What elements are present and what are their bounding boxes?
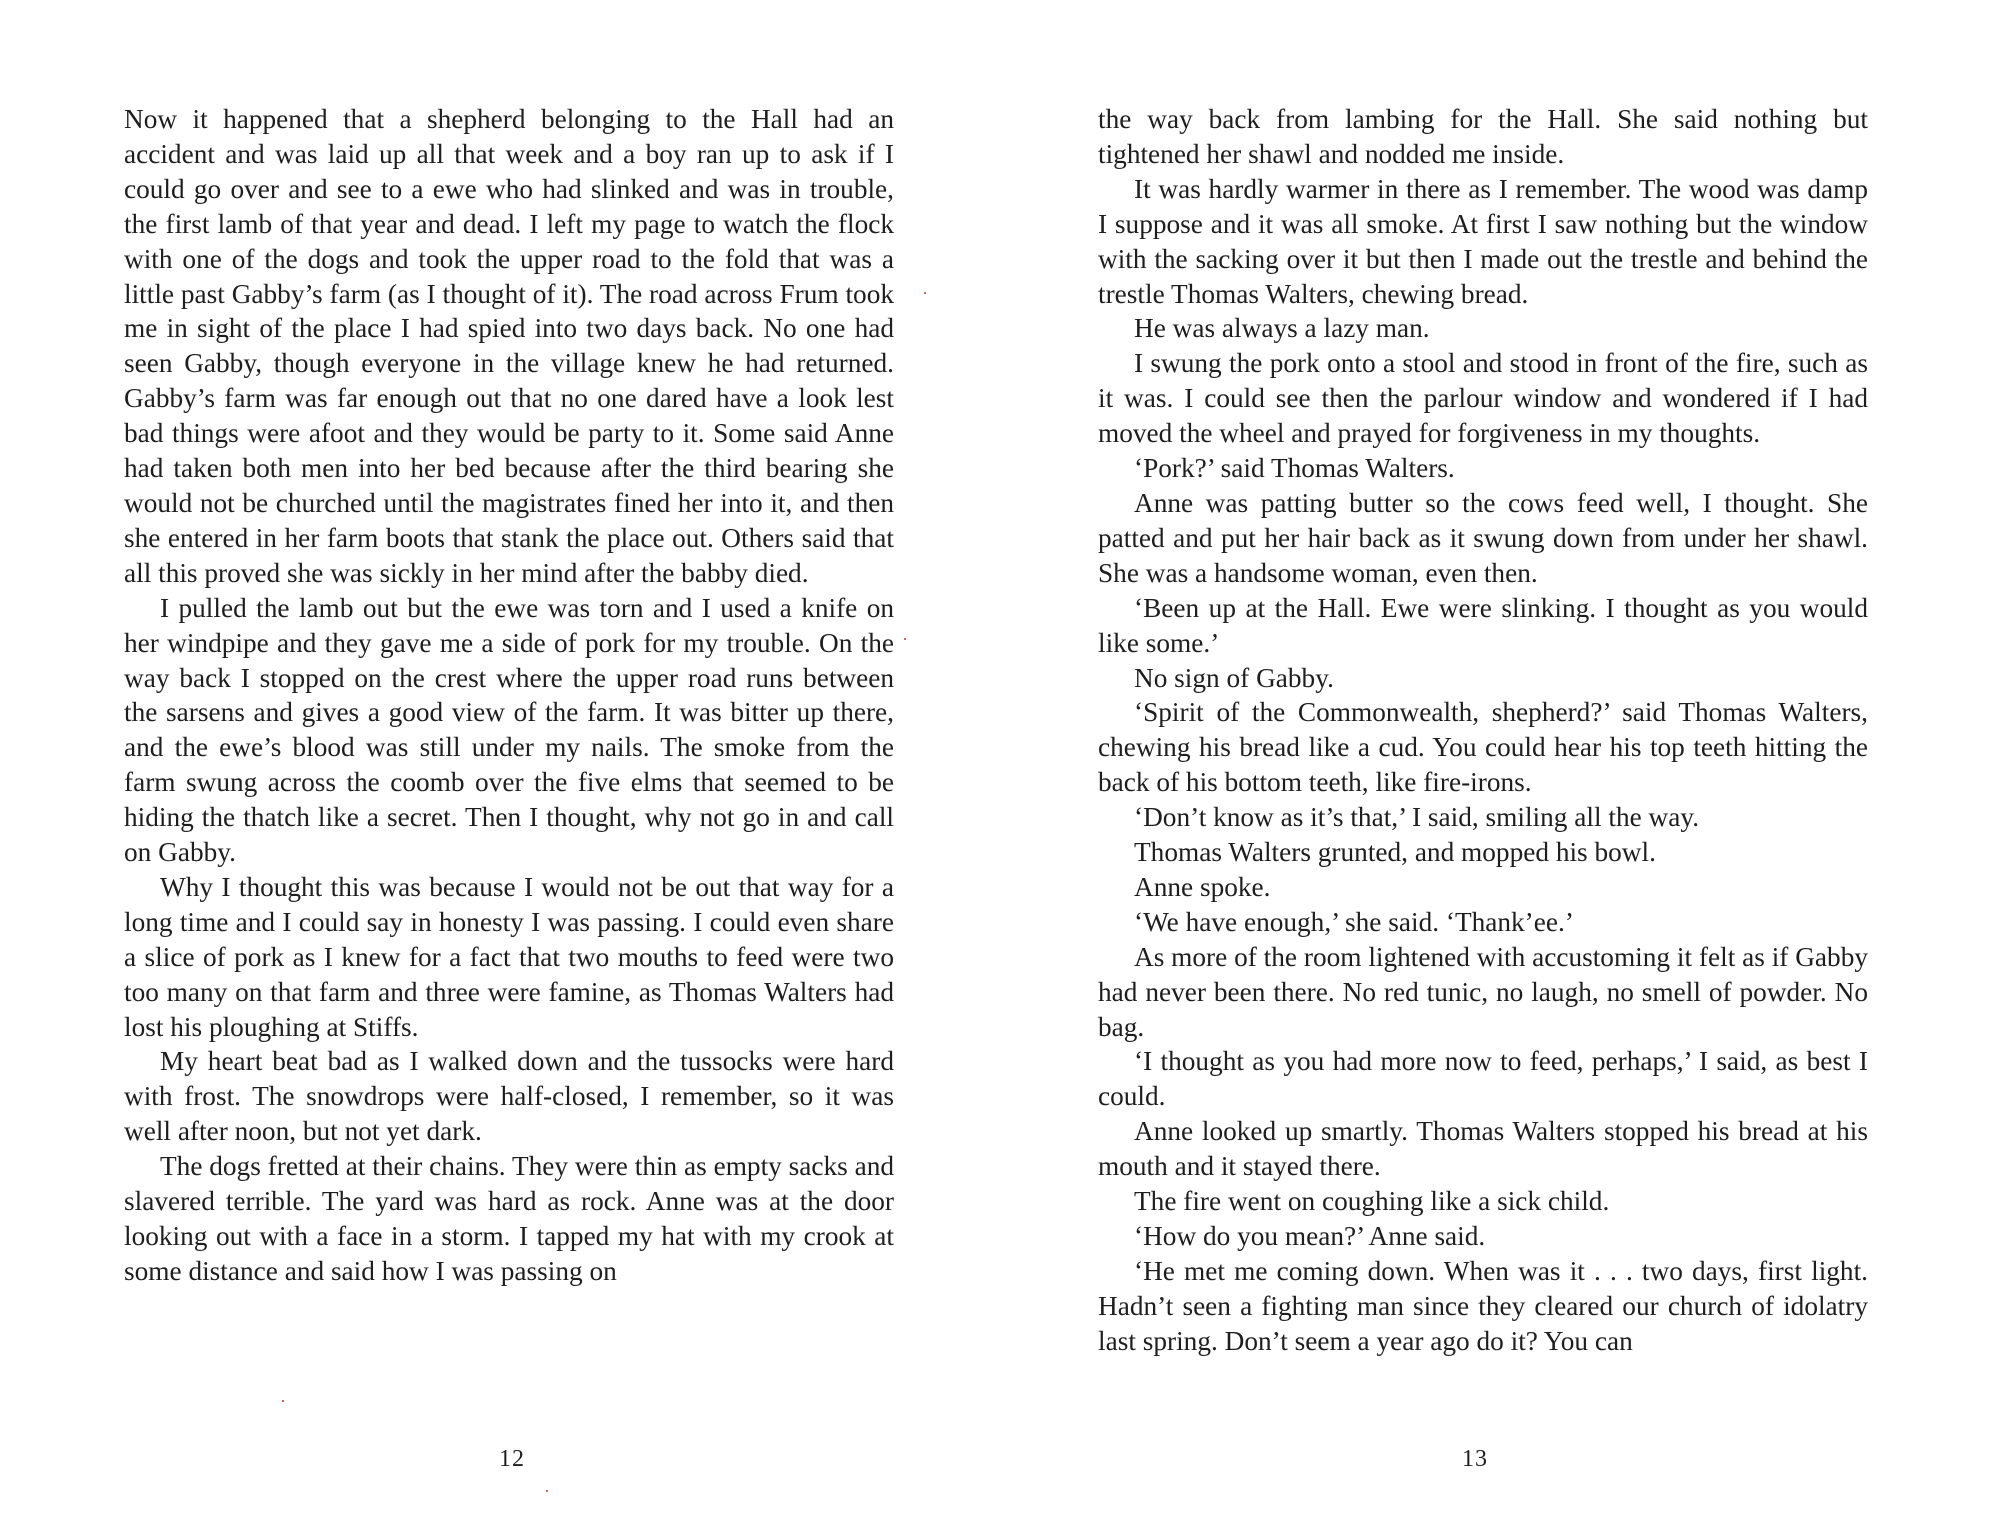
paragraph: He was always a lazy man.	[1134, 313, 1430, 344]
scan-speck	[904, 638, 906, 640]
paragraph: ‘Been up at the Hall. Ewe were slinking. I thought as you would like some.’	[1098, 592, 1868, 658]
scan-speck	[924, 292, 926, 294]
page-number: 12	[499, 1446, 525, 1472]
scan-speck	[546, 1490, 548, 1492]
paragraph: Anne was patting butter so the cows feed well, I thought. She patted and put her hair back as it swung down from under her shawl. She was a handsome woman, even then.	[1098, 487, 1868, 588]
paragraph: ‘He met me coming down. When was it . . . two days, first light. Hadn’t seen a fighting man since they cleared our church of idolatry last spring. Don’t seem a year ago do it? You can	[1098, 1255, 1868, 1356]
paragraph: The dogs fretted at their chains. They were thin as empty sacks and slavered terrible. The yard was hard as rock. Anne was at the door looking out with a face in a storm. I tapped my hat with my crook at some distance and said how I was passing on	[124, 1151, 895, 1286]
left-page-text	[124, 102, 894, 1289]
scan-speck	[282, 1400, 284, 1402]
paragraph: ‘I thought as you had more now to feed, perhaps,’ I said, as best I could.	[1098, 1046, 1868, 1112]
right-page-text	[1098, 102, 1868, 1359]
paragraph: My heart beat bad as I walked down and the tussocks were hard with frost. The snowdrops were half-closed, I remember, so it was well after noon, but not yet dark.	[124, 1046, 894, 1147]
paragraph: It was hardly warmer in there as I remember. The wood was damp I suppose and it was all smoke. At first I saw nothing but the window with the sacking over it but then I made out the trestle and behind the trestle Thomas Walters, chewing bread.	[1098, 173, 1868, 309]
paragraph: ‘How do you mean?’ Anne said.	[1134, 1221, 1486, 1251]
paragraph: Why I thought this was because I would not be out that way for a long time and I could say in honesty I was passing. I could even share a slice of pork as I knew for a fact that two mouths to feed were two too many on that farm and three were famine, as Thomas Walters had lost his ploughing at Stiffs.	[124, 871, 894, 1042]
paragraph: As more of the room lightened with accustoming it felt as if Gabby had never been there. No red tunic, no laugh, no smell of powder. No bag.	[1098, 941, 1868, 1042]
paragraph: the way back from lambing for the Hall. She said nothing but tightened her shawl and nodded me inside.	[1098, 104, 1868, 169]
paragraph: I pulled the lamb out but the ewe was torn and I used a knife on her windpipe and they gave me a side of pork for my trouble. On the way back I stopped on the crest where the upper road runs between the sarsens and gives a good view of the farm. It was bitter up there, and the ewe’s blood was still under my nails. The smoke from the farm swung across the coomb over the five elms that seemed to be hiding the thatch like a secret. Then I thought, why not go in and call on Gabby.	[124, 592, 894, 868]
paragraph: Anne spoke.	[1134, 871, 1271, 902]
paragraph: I swung the pork onto a stool and stood in front of the fire, such as it was. I could see then the parlour window and wondered if I had moved the wheel and prayed for forgiveness in my thoughts.	[1098, 348, 1868, 449]
page-number: 13	[1462, 1446, 1488, 1472]
paragraph: Thomas Walters grunted, and mopped his bowl.	[1134, 837, 1656, 868]
paragraph: ‘We have enough,’ she said. ‘Thank’ee.’	[1134, 906, 1574, 937]
paragraph: ‘Pork?’ said Thomas Walters.	[1134, 453, 1455, 484]
paragraph: ‘Don’t know as it’s that,’ I said, smiling all the way.	[1134, 802, 1700, 833]
paragraph: Now it happened that a shepherd belonging to the Hall had an accident and was laid up all that week and a boy ran up to ask if I could go over and see to a ewe who had slinked and was in trouble, the first lamb of that year and dead. I left my page to watch the flock with one of the dogs and took the upper road to the fold that was a little past Gabby’s farm (as I thought of it). The road across Frum took me in sight of the place I had spied into two days back. No one had seen Gabby, though everyone in the village knew he had returned. Gabby’s farm was far enough out that no one dared have a look lest bad things were afoot and they would be party to it. Some said Anne had taken both men into her bed because after the third bearing she would not be churched until the magistrates fined her into it, and then she entered in her farm boots that stank the place out. Others said that all this proved she was sickly in her mind after the babby died.	[124, 104, 894, 588]
paragraph: Anne looked up smartly. Thomas Walters stopped his bread at his mouth and it stayed there.	[1098, 1116, 1868, 1182]
right-page	[1000, 0, 2000, 1540]
paragraph: No sign of Gabby.	[1134, 662, 1334, 693]
paragraph: The fire went on coughing like a sick child.	[1134, 1186, 1610, 1217]
paragraph: ‘Spirit of the Commonwealth, shepherd?’ said Thomas Walters, chewing his bread like a cud. You could hear his top teeth hitting the back of his bottom teeth, like fire-irons.	[1098, 697, 1868, 798]
